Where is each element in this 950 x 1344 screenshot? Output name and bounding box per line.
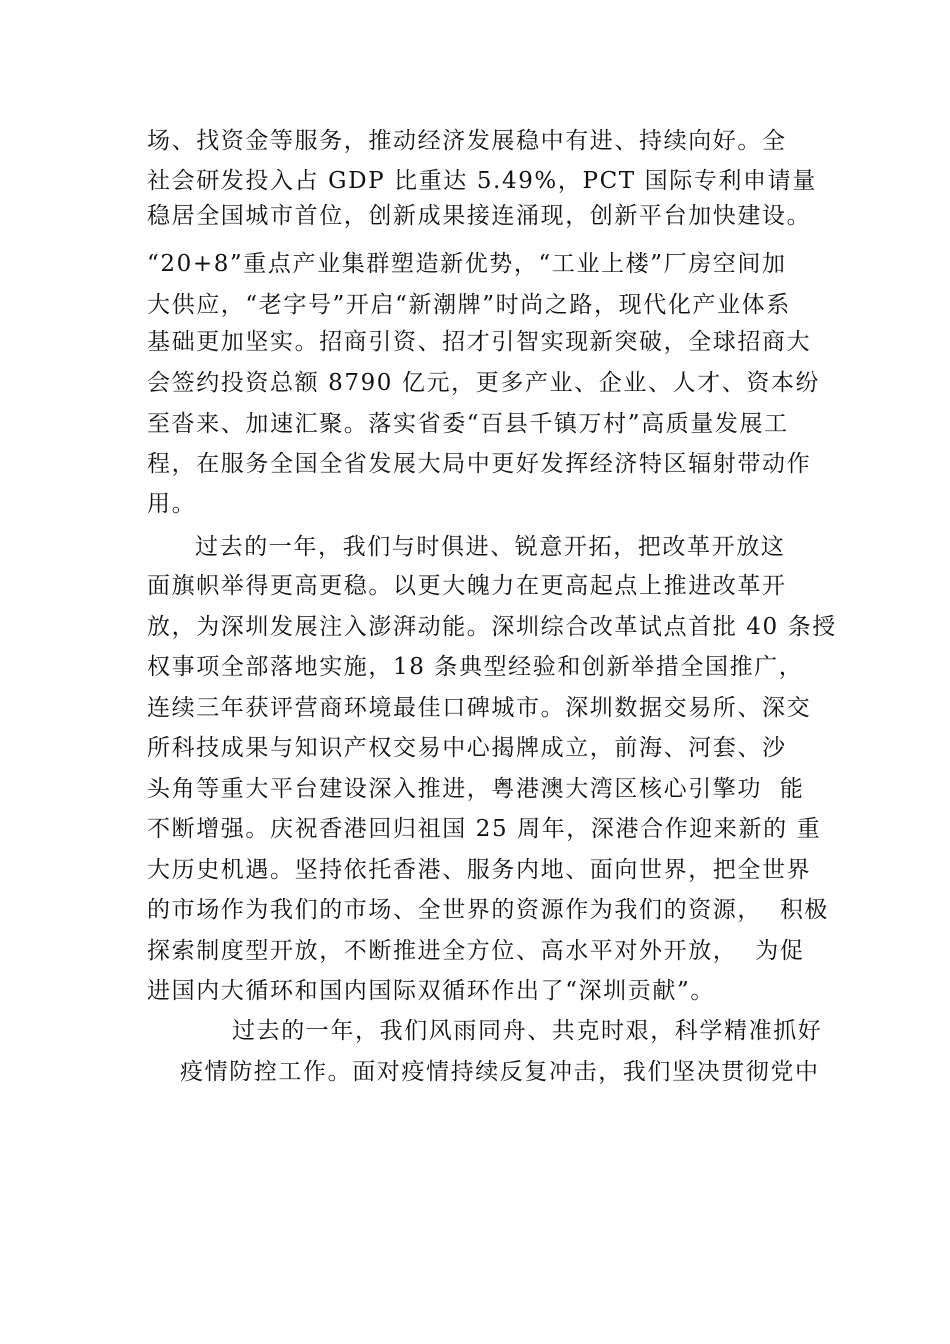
text-line-24: 疫情防控工作。面对疫情持续反复冲击，我们坚决贯彻党中 bbox=[180, 1059, 820, 1085]
text-line-5: 大供应，“老字号”开启“新潮牌”时尚之路，现代化产业体系 bbox=[147, 292, 791, 318]
text-line-17: 头角等重大平台建设深入推进，粤港澳大湾区核心引擎功 能 bbox=[147, 776, 805, 802]
text-line-18: 不断增强。庆祝香港回归祖国 25 周年，深港合作迎来新的 重 bbox=[147, 816, 822, 842]
text-line-19: 大历史机遇。坚持依托香港、服务内地、面向世界，把全世界 bbox=[147, 857, 812, 883]
text-line-6: 基础更加坚实。招商引资、招才引智实现新突破，全球招商大 bbox=[147, 329, 812, 355]
text-line-3: 稳居全国城市首位，创新成果接连涌现，创新平台加快建设。 bbox=[147, 203, 812, 229]
text-line-13: 放，为深圳发展注入澎湃动能。深圳综合改革试点首批 40 条授 bbox=[147, 614, 837, 640]
text-line-1: 场、找资金等服务，推动经济发展稳中有进、持续向好。全 bbox=[147, 128, 787, 154]
text-line-20: 的市场作为我们的市场、全世界的资源作为我们的资源， 积极 bbox=[147, 897, 830, 923]
text-line-2: 社会研发投入占 GDP 比重达 5.49%，PCT 国际专利申请量 bbox=[147, 168, 817, 194]
text-line-22: 进国内大循环和国内国际双循环作出了“深圳贡献”。 bbox=[147, 978, 715, 1004]
text-line-7: 会签约投资总额 8790 亿元，更多产业、企业、人才、资本纷 bbox=[147, 370, 821, 396]
text-line-10: 用。 bbox=[147, 491, 197, 517]
text-line-8: 至沓来、加速汇聚。落实省委“百县千镇万村”高质量发展工 bbox=[147, 411, 789, 437]
text-line-15: 连续三年获评营商环境最佳口碑城市。深圳数据交易所、深交 bbox=[147, 695, 812, 721]
text-line-14: 权事项全部落地实施，18 条典型经验和创新举措全国推广， bbox=[147, 654, 804, 680]
text-line-12: 面旗帜举得更高更稳。以更大魄力在更高起点上推进改革开 bbox=[147, 573, 787, 599]
text-line-4: “20+8”重点产业集群塑造新优势，“工业上楼”厂房空间加 bbox=[147, 251, 787, 277]
text-line-23: 过去的一年，我们风雨同舟、共克时艰，科学精准抓好 bbox=[232, 1018, 823, 1044]
text-line-11: 过去的一年，我们与时俱进、锐意开拓，把改革开放这 bbox=[195, 534, 786, 560]
text-line-21: 探索制度型开放，不断推进全方位、高水平对外开放， 为促 bbox=[147, 938, 805, 964]
text-line-16: 所科技成果与知识产权交易中心揭牌成立，前海、河套、沙 bbox=[147, 735, 787, 761]
text-line-9: 程，在服务全国全省发展大局中更好发挥经济特区辐射带动作 bbox=[147, 451, 812, 477]
